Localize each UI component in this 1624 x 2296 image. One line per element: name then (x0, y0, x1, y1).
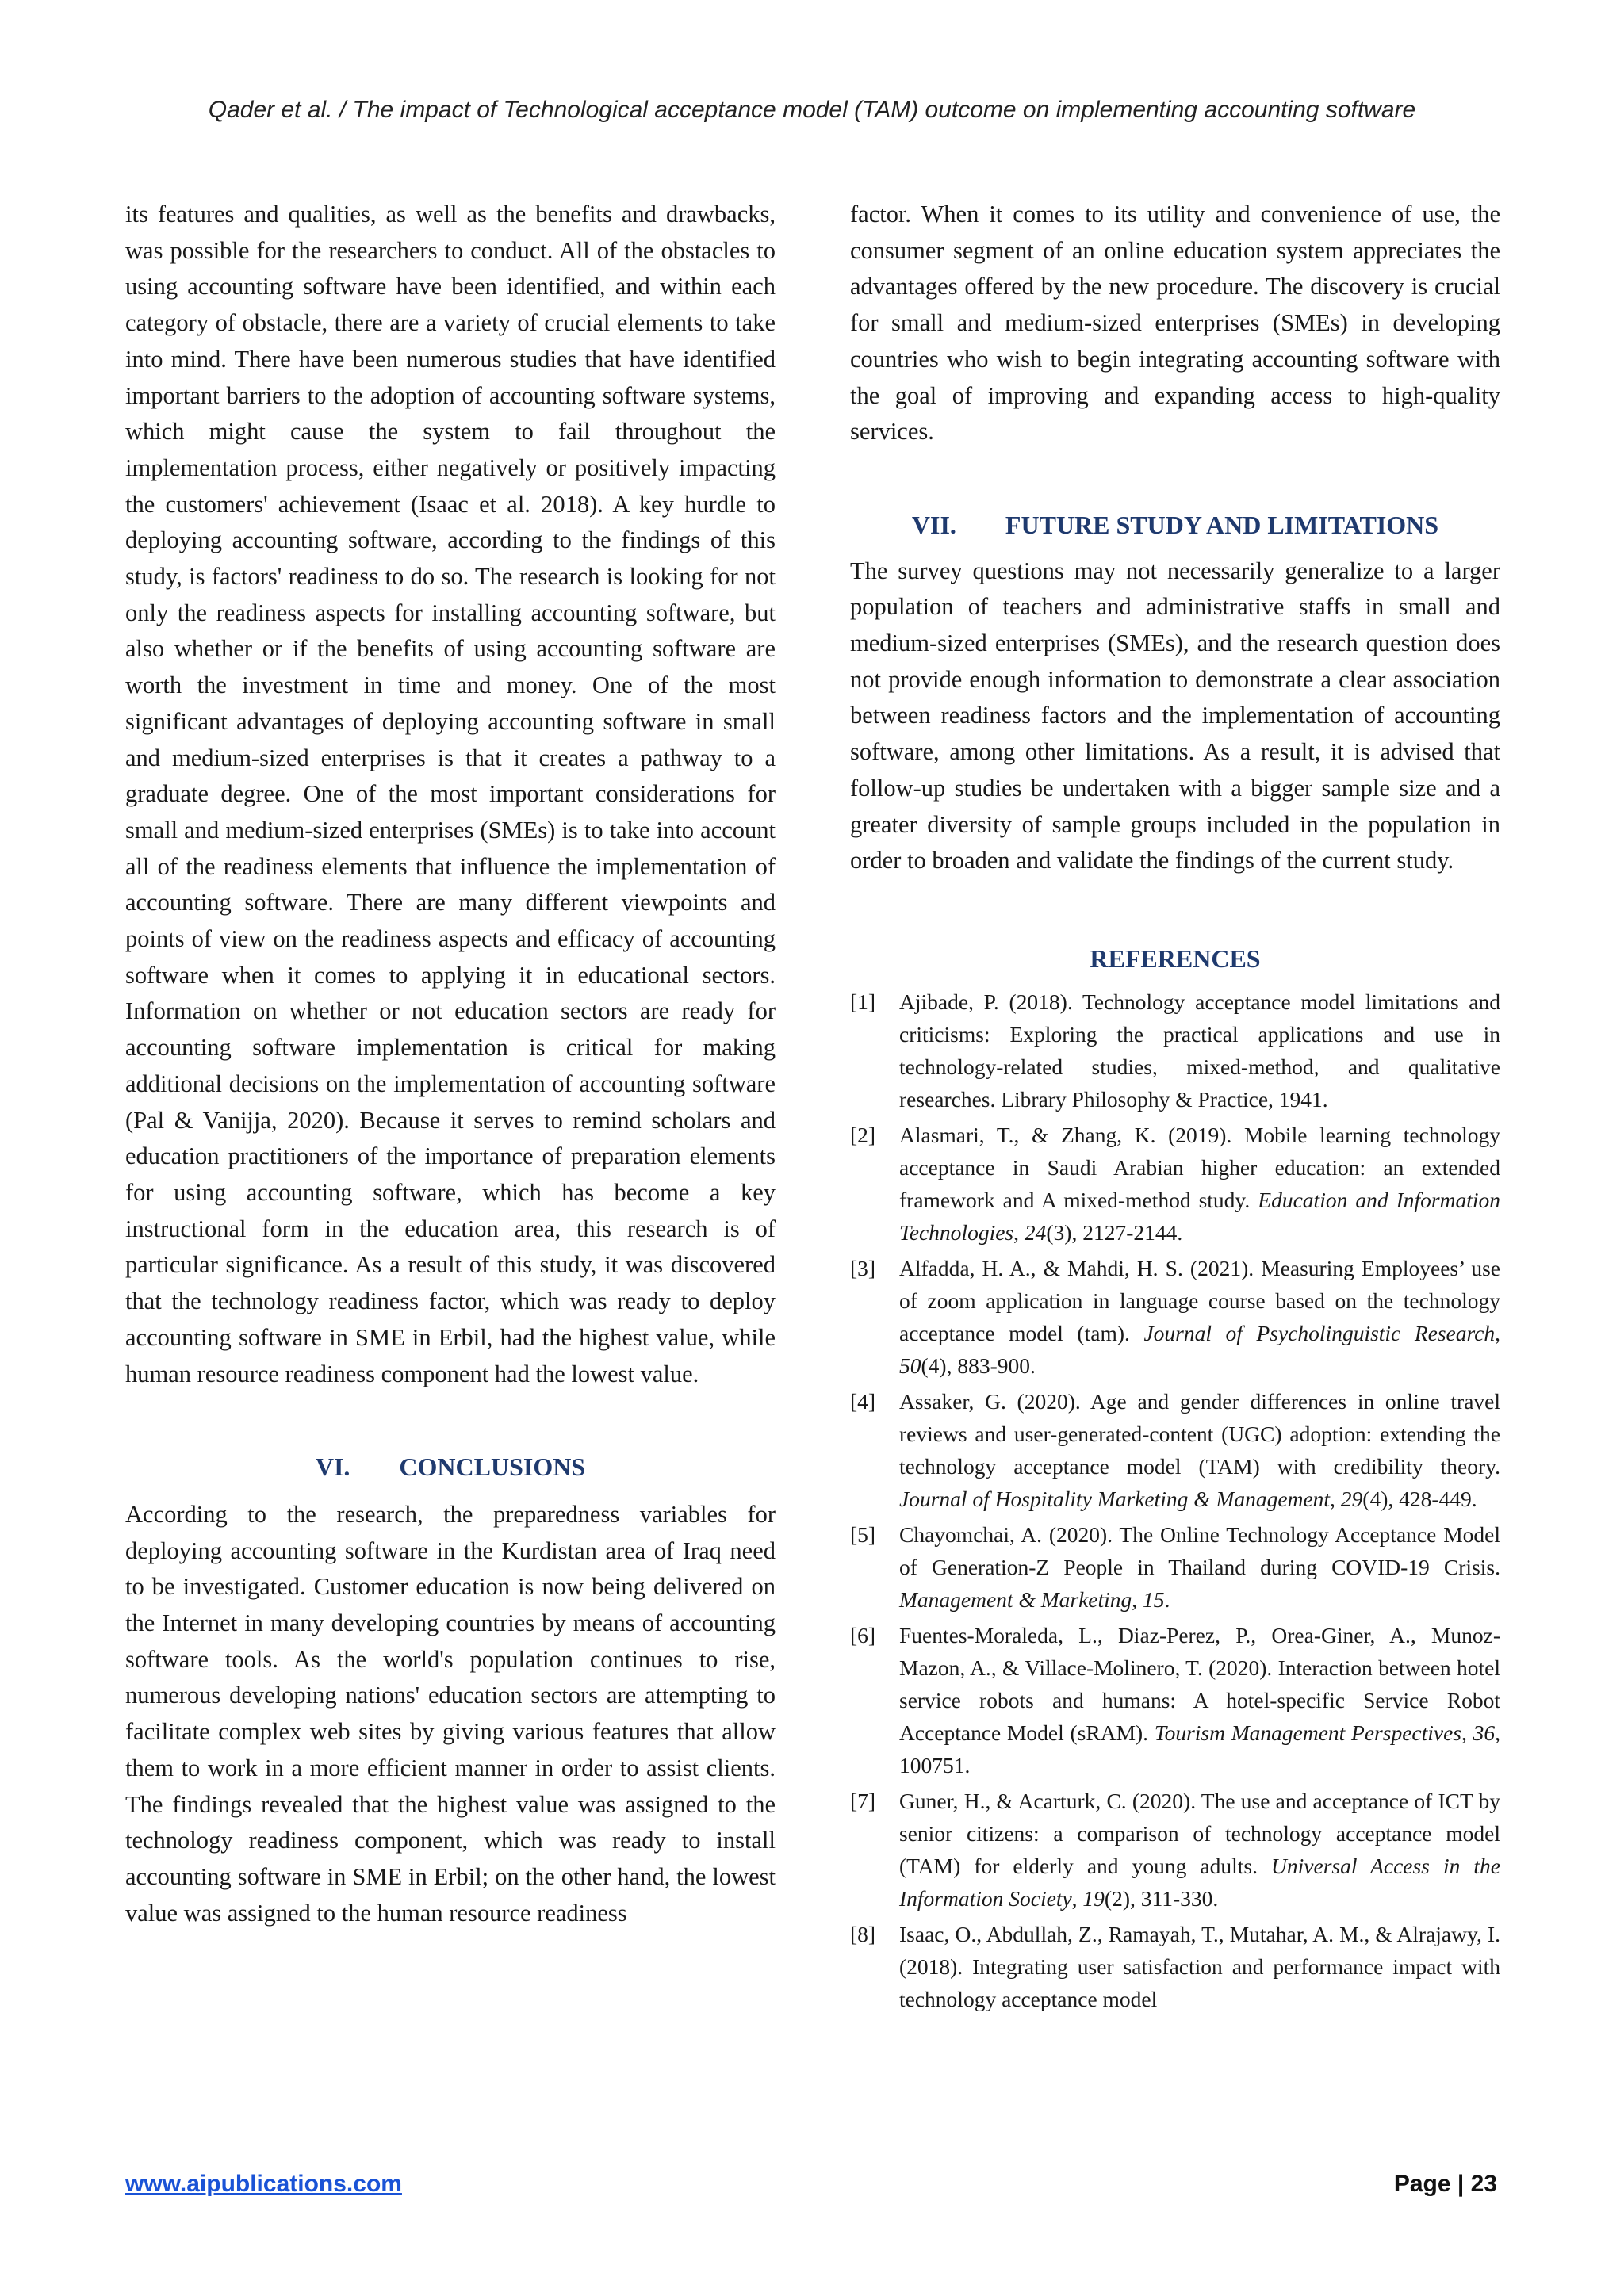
reference-item (850, 1252, 1500, 1382)
section-heading-future-study (850, 507, 1500, 544)
reference-text: Fuentes-Moraleda, L., Diaz-Perez, P., Orea-Giner, A., Munoz-Mazon, A., & Villace-Molinero, T. (2020). Interaction between hotel service robots and humans: A hotel-specific Service Robot Acceptance Model (sRAM). Tourism Management Perspectives, 36, 100751. (899, 1622, 1500, 1777)
reference-number: [5] (850, 1521, 876, 1547)
reference-number: [7] (850, 1788, 876, 1813)
reference-item (850, 1518, 1500, 1616)
references-list (850, 985, 1500, 2015)
reference-text: Assaker, G. (2020). Age and gender differences in online travel reviews and user-generated-content (UGC) adoption: extending the technology acceptance model (TAM) with credibility theory. Journal of Hospitality Marketing & Management, 29(4), 428-449. (899, 1388, 1500, 1511)
page-number: Page | 23 (1393, 2171, 1497, 2197)
section-title: CONCLUSIONS (399, 1452, 586, 1482)
future-study-paragraph: The survey questions may not necessarily generalize to a larger population of teachers and administrative staffs in small and medium-sized enterprises (SMEs), and the research question does not provide enough information to demonstrate a clear association between readiness factors and the implementation of accounting software, among other limitations. As a result, it is advised that follow-up studies be undertaken with a bigger sample size and a greater diversity of sample groups included in the population in order to broaden and validate the findings of the current study. (850, 557, 1500, 874)
reference-text: Isaac, O., Abdullah, Z., Ramayah, T., Mutahar, A. M., & Alrajawy, I. (2018). Integrating user satisfaction and performance impact with technology acceptance model (899, 1921, 1500, 2011)
reference-number: [4] (850, 1388, 876, 1414)
reference-text: Alfadda, H. A., & Mahdi, H. S. (2021). Measuring Employees’ use of zoom application in language course based on the technology acceptance model (tam). Journal of Psycholinguistic Research, 50(4), 883-900. (899, 1255, 1501, 1378)
reference-item (850, 985, 1500, 1115)
conclusions-paragraph: According to the research, the preparedness variables for deploying accounting software in the Kurdistan area of Iraq need to be investigated. Customer education is now being delivered on the Internet in many developing countries by means of accounting software tools. As the world's population continues to rise, numerous developing nations' education sectors are attempting to facilitate complex web sites by giving various features that allow them to work in a more efficient manner in order to assist clients. The findings revealed that the highest value was assigned to the technology readiness component, which was ready to install accounting software in SME in Erbil; on the other hand, the lowest value was assigned to the human resource readiness (125, 1500, 776, 1927)
reference-number: [3] (850, 1255, 876, 1280)
reference-text: Chayomchai, A. (2020). The Online Technology Acceptance Model of Generation-Z People in Thailand during COVID-19 Crisis. Management & Marketing, 15. (899, 1521, 1500, 1612)
reference-item (850, 1385, 1500, 1515)
running-header: Qader et al. / The impact of Technological acceptance model (TAM) outcome on implementing accounting software (208, 97, 1416, 123)
body-paragraph: its features and qualities, as well as the benefits and drawbacks, was possible for the researchers to conduct. All of the obstacles to using accounting software have been identified, and within each category of obstacle, there are a variety of crucial elements to take into mind. There have been numerous studies that have identified important barriers to the adoption of accounting software systems, which might cause the system to fail throughout the implementation process, either negatively or positively impacting the customers' achievement (Isaac et al. 2018). A key hurdle to deploying accounting software, according to the findings of this study, is factors' readiness to do so. The research is looking for not only the readiness aspects for installing accounting software, but also whether or if the benefits of using accounting software are worth the investment in time and money. One of the most significant advantages of deploying accounting software in small and medium-sized enterprises is that it creates a pathway to a graduate degree. One of the most important considerations for small and medium-sized enterprises (SMEs) is to take into account all of the readiness elements that influence the implementation of accounting software. There are many different viewpoints and points of view on the readiness aspects and efficacy of accounting software when it comes to applying it in educational sectors. Information on whether or not education sectors are ready for accounting software implementation is critical for making additional decisions on the implementation of accounting software (Pal & Vanijja, 2020). Because it serves to remind scholars and education practitioners of the importance of preparation elements for using accounting software, which has become a key instructional form in the education area, this research is of particular significance. As a result of this study, it was discovered that the technology readiness factor, which was ready to deploy accounting software in SME in Erbil, had the highest value, while human resource readiness component had the lowest value. (125, 201, 776, 1387)
right-column (850, 197, 1500, 2019)
reference-number: [8] (850, 1921, 876, 1946)
reference-item (850, 1785, 1500, 1915)
reference-item (850, 1119, 1500, 1249)
body-paragraph: factor. When it comes to its utility and convenience of use, the consumer segment of an online education system appreciates the advantages offered by the new procedure. The discovery is crucial for small and medium-sized enterprises (SMEs) in developing countries who wish to begin integrating accounting software with the goal of improving and expanding access to high-quality services. (850, 201, 1500, 446)
reference-number: [1] (850, 989, 876, 1014)
left-column (125, 197, 776, 1931)
reference-item (850, 1918, 1500, 2015)
reference-item (850, 1619, 1500, 1781)
reference-text: Guner, H., & Acarturk, C. (2020). The use and acceptance of ICT by senior citizens: a comparison of technology acceptance model (TAM) for elderly and young adults. Universal Access in the Information Society, 19(2), 311-330. (899, 1788, 1500, 1911)
section-number: VII. (911, 510, 956, 539)
section-title: FUTURE STUDY AND LIMITATIONS (1005, 510, 1439, 539)
reference-number: [2] (850, 1122, 876, 1147)
reference-text: Alasmari, T., & Zhang, K. (2019). Mobile learning technology acceptance in Saudi Arabian higher education: an extended framework and A mixed-method study. Education and Information Technologies, 24(3), 2127-2144. (899, 1122, 1500, 1245)
reference-number: [6] (850, 1622, 876, 1647)
publisher-website-link[interactable]: www.aipublications.com (125, 2171, 402, 2197)
references-heading: REFERENCES (1090, 943, 1261, 973)
section-heading-conclusions (125, 1449, 776, 1486)
reference-text: Ajibade, P. (2018). Technology acceptance model limitations and criticisms: Exploring the practical applications and use in technology-related studies, mixed-method, and qualitative researches. Library Philosophy & Practice, 1941. (899, 989, 1500, 1112)
section-number: VI. (315, 1452, 350, 1482)
